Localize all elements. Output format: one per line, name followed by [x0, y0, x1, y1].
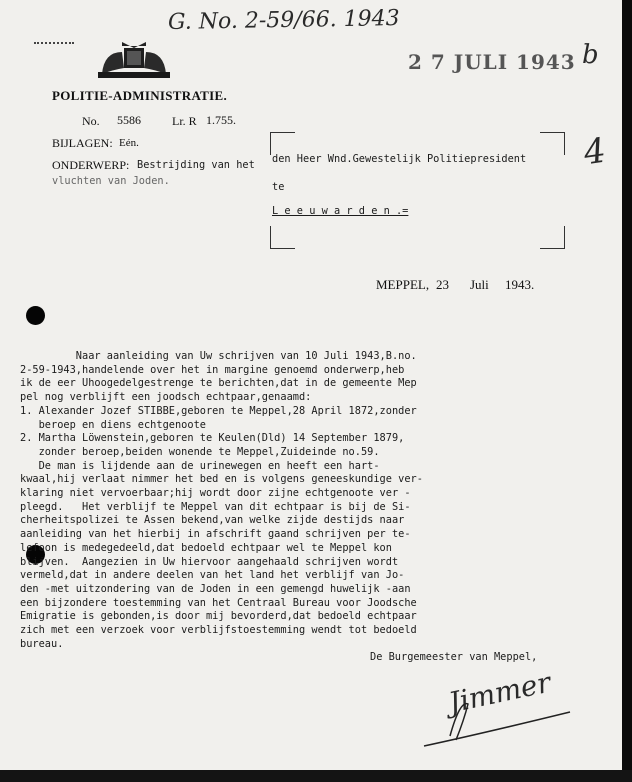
margin-mark-top: b: [582, 40, 599, 70]
dateline-year: 1943.: [505, 277, 535, 292]
body-line: pel nog verblijft een joodsch echtpaar,genaamd:: [20, 391, 312, 404]
scan-edge-right: [622, 0, 632, 782]
body-line: 1. Alexander Jozef STIBBE,geboren te Meppel,28 April 1872,zonder: [20, 404, 417, 417]
body-line: Emigratie is gebonden,is door mij bevorderd,dat bedoeld echtpaar: [20, 610, 417, 623]
body-line: lefoon is medegedeeld,dat bedoeld echtpaar wel te Meppel kon: [20, 541, 392, 554]
body-line: den -met uitzondering van de Joden in een gemengd huwelijk -aan: [20, 582, 411, 595]
closing-line: De Burgemeester van Meppel,: [370, 651, 538, 663]
dateline-day: 23: [436, 277, 449, 292]
punch-hole-top: [26, 306, 45, 325]
address-bracket-top-right: [540, 132, 565, 155]
address-bracket-bottom-left: [270, 226, 295, 249]
body-line: De man is lijdende aan de urinewegen en heeft een hart-: [20, 459, 380, 472]
signature-stroke: [420, 690, 580, 750]
bijlagen-value: Eén.: [119, 137, 139, 149]
scan-edge-bottom: [0, 770, 632, 782]
address-line-3: L e e u w a r d e n .=: [272, 205, 409, 217]
no-label: No.: [82, 114, 100, 128]
onderwerp-label: ONDERWERP:: [52, 158, 130, 172]
coat-of-arms-icon: [94, 40, 174, 80]
body-line: 2. Martha Löwenstein,geboren te Keulen(Dld) 14 September 1879,: [20, 432, 405, 445]
lr-value: 1.755.: [206, 113, 236, 127]
ink-smudge: [34, 42, 74, 48]
address-bracket-bottom-right: [540, 226, 565, 249]
onderwerp-line-1: Bestrijding van het: [137, 159, 255, 171]
address-line-1: den Heer Wnd.Gewestelijk Politiepresident: [272, 153, 527, 165]
body-line: een bijzondere toestemming van het Centraal Bureau voor Joodsche: [20, 596, 417, 609]
address-bracket-top-left: [270, 132, 295, 155]
handwritten-reference: G. No. 2-59/66. 1943: [167, 5, 400, 36]
body-line: cherheitspolizei te Assen bekend,van welke zijde destijds naar: [20, 514, 405, 527]
lr-label: Lr. R: [172, 114, 197, 128]
body-line: pleegd. Het verblijf te Meppel van dit echtpaar is bij de Si-: [20, 500, 411, 513]
no-value: 5586: [117, 113, 141, 127]
address-line-2: te: [272, 181, 285, 193]
body-line: aanleiding van het hierbij in afschrift gaand schrijven per te-: [20, 528, 411, 541]
office-title: POLITIE-ADMINISTRATIE.: [52, 88, 228, 103]
signature: Jimmer: [445, 665, 554, 720]
body-line: bureau.: [20, 637, 64, 650]
margin-mark-right: 4: [581, 130, 609, 174]
body-line: beroep en diens echtgenoote: [20, 418, 206, 431]
bijlagen-label: BIJLAGEN:: [52, 136, 113, 150]
body-line: blijven. Aangezien in Uw hiervoor aangehaald schrijven wordt: [20, 555, 399, 568]
body-line: Naar aanleiding van Uw schrijven van 10 Juli 1943,B.no.: [20, 350, 417, 362]
body-line: zonder beroep,beiden wonende te Meppel,Zuideinde no.59.: [20, 445, 380, 458]
body-line: kwaal,hij verlaat nimmer het bed en is volgens geneeskundige ver-: [20, 473, 423, 486]
body-line: vermeld,dat in andere deelen van het land het verblijf van Jo-: [20, 569, 405, 582]
dateline-month: Juli: [470, 277, 489, 292]
dateline-place: MEPPEL,: [376, 277, 430, 292]
received-date-stamp: 2 7 JULI 1943: [408, 50, 576, 74]
onderwerp-line-2: vluchten van Joden.: [52, 175, 170, 187]
body-line: zich met een verzoek voor verblijfstoestemming wendt tot bedoeld: [20, 624, 417, 636]
body-line: ik de eer Uhoogedelgestrenge te berichten,dat in de gemeente Mep: [20, 377, 417, 390]
body-line: 2-59-1943,handelende over het in margine genoemd onderwerp,heb: [20, 363, 405, 376]
body-line: klaring niet vervoerbaar;hij wordt door zijne echtgenoote ver -: [20, 487, 411, 499]
